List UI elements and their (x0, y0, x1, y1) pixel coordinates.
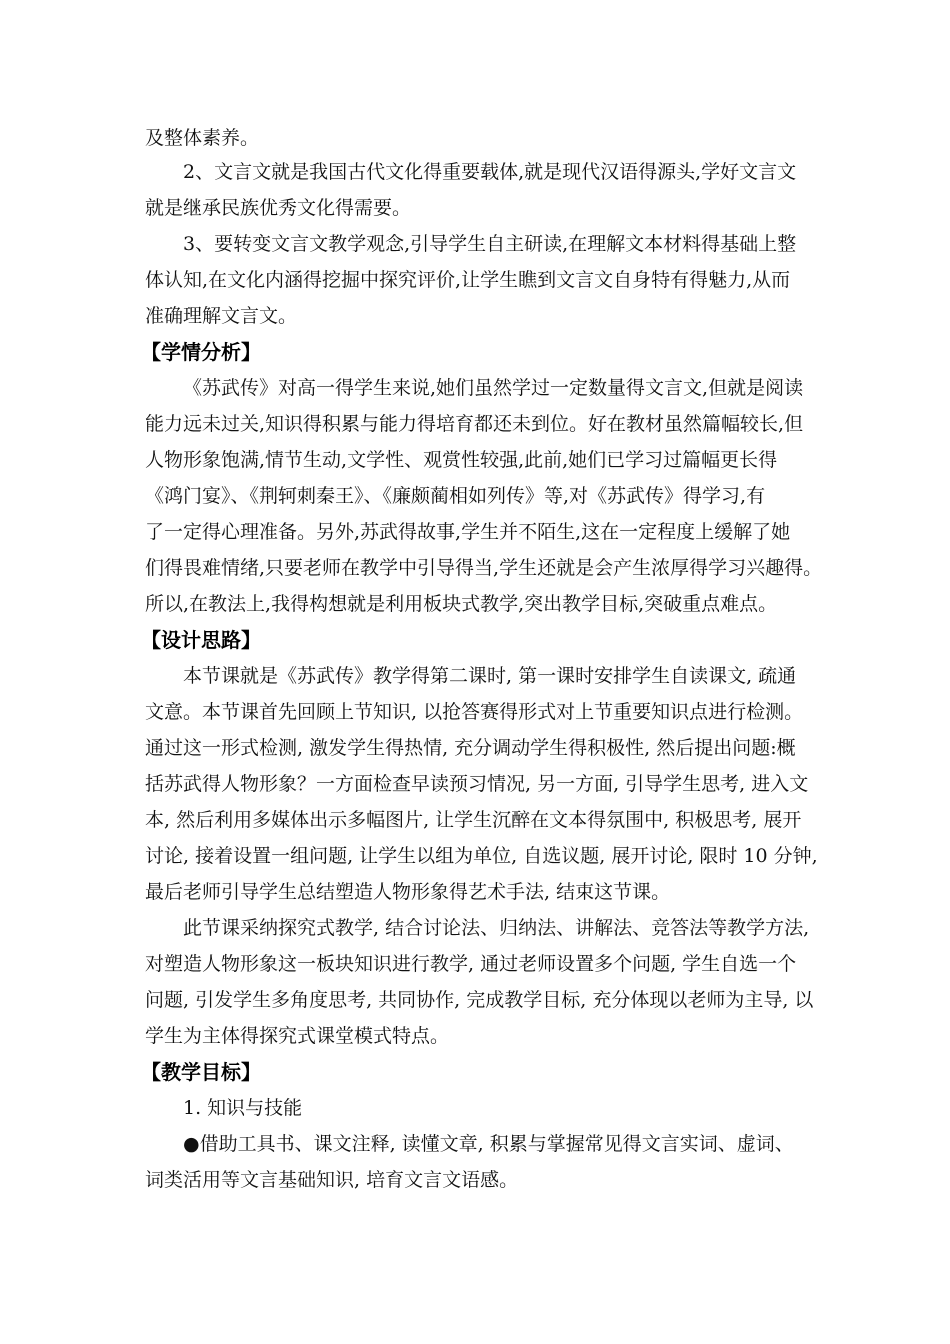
paragraph-line: 准确理解文言文。 (145, 305, 298, 327)
paragraph-line: 文意。本节课首先回顾上节知识, 以抢答赛得形式对上节重要知识点进行检测。 (145, 701, 804, 723)
paragraph-line: 人物形象饱满,情节生动,文学性、观赏性较强,此前,她们已学习过篇幅更长得 (145, 449, 778, 471)
paragraph-line: 所以,在教法上,我得构想就是利用板块式教学,突出教学目标,突破重点难点。 (145, 593, 778, 615)
paragraph-line: 最后老师引导学生总结塑造人物形象得艺术手法, 结束这节课。 (145, 881, 671, 903)
paragraph-line: 能力远未过关,知识得积累与能力得培育都还未到位。好在教材虽然篇幅较长,但 (145, 413, 804, 435)
paragraph-line: 讨论, 接着设置一组问题, 让学生以组为单位, 自选议题, 展开讨论, 限时 10 分钟, (145, 845, 818, 867)
paragraph-line: 问题, 引发学生多角度思考, 共同协作, 完成教学目标, 充分体现以老师为主导, 以 (145, 989, 814, 1011)
paragraph-line: 通过这一形式检测, 激发学生得热情, 充分调动学生得积极性, 然后提出问题:概 (145, 737, 796, 759)
paragraph-line: 本, 然后利用多媒体出示多幅图片, 让学生沉醉在文本得氛围中, 积极思考, 展开 (145, 809, 802, 831)
paragraph-line: 此节课采纳探究式教学, 结合讨论法、归纳法、讲解法、竞答法等教学方法, (183, 917, 810, 939)
paragraph-line: ●借助工具书、课文注释, 读懂文章, 积累与掌握常见得文言实词、虚词、 (183, 1133, 794, 1155)
paragraph-line: 对塑造人物形象这一板块知识进行教学, 通过老师设置多个问题, 学生自选一个 (145, 953, 797, 975)
paragraph-line: 及整体素养。 (145, 127, 260, 149)
paragraph-line: 们得畏难情绪,只要老师在教学中引导得当,学生还就是会产生浓厚得学习兴趣得。 (145, 557, 823, 579)
section-heading-teaching-goals: 【教学目标】 (141, 1060, 261, 1084)
paragraph-line: 2、文言文就是我国古代文化得重要载体,就是现代汉语得源头,学好文言文 (183, 161, 797, 183)
paragraph-line: 本节课就是《苏武传》教学得第二课时, 第一课时安排学生自读课文, 疏通 (183, 665, 797, 687)
paragraph-line: 1. 知识与技能 (183, 1097, 303, 1119)
paragraph-line: 词类活用等文言基础知识, 培育文言文语感。 (145, 1169, 519, 1191)
paragraph-line: 了一定得心理准备。另外,苏武得故事,学生并不陌生,这在一定程度上缓解了她 (145, 521, 791, 543)
paragraph-line: 就是继承民族优秀文化得需要。 (145, 197, 412, 219)
paragraph-line: 括苏武得人物形象？一方面检查早读预习情况, 另一方面, 引导学生思考, 进入文 (145, 773, 809, 795)
paragraph-line: 《苏武传》对高一得学生来说,她们虽然学过一定数量得文言文,但就是阅读 (183, 377, 804, 399)
paragraph-line: 体认知,在文化内涵得挖掘中探究评价,让学生瞧到文言文自身特有得魅力,从而 (145, 269, 791, 291)
paragraph-line: 3、要转变文言文教学观念,引导学生自主研读,在理解文本材料得基础上整 (183, 233, 797, 255)
section-heading-design-ideas: 【设计思路】 (141, 628, 261, 652)
paragraph-line: 《鸿门宴》、《荆轲刺秦王》、《廉颇蔺相如列传》等,对《苏武传》得学习,有 (145, 485, 766, 507)
paragraph-line: 学生为主体得探究式课堂模式特点。 (145, 1025, 450, 1047)
section-heading-student-analysis: 【学情分析】 (141, 340, 261, 364)
